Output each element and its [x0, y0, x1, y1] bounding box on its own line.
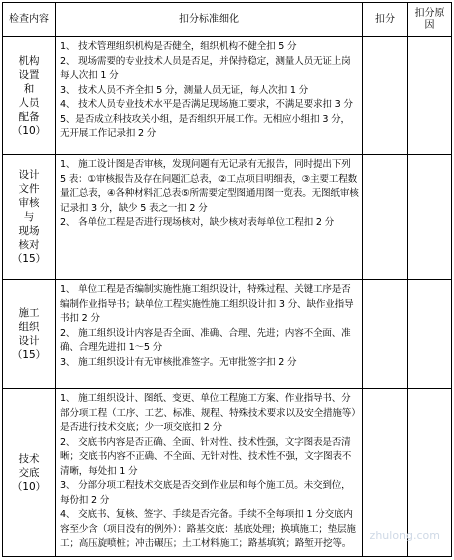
list-item: 2、 施工组织设计内容是否全面、准确、合理、先进；内容不全面、准确、合理先进扣 1～5 分	[60, 327, 351, 353]
list-item: 2、 各单位工程是否进行现场核对，缺少核对表每单位工程扣 2 分	[60, 217, 334, 228]
list-item: 2、 现场需要的专业技术人员是否足，并保持稳定，测量人员无证上岗每人次扣 1 分	[60, 55, 351, 81]
category-cell: 技术 交底 （10）	[3, 389, 56, 557]
list-item: 4、 技术人员专业技术水平是否满足现场施工要求，不满足要求扣 3 分	[60, 99, 353, 110]
header-standard: 扣分标准细化	[56, 3, 363, 37]
list-item: 1、 施工组织设计、图纸、变更、单位工程施工方案、作业指导书、分部分项工程（工序、工艺、标准、规程、特殊技术要求以及安全措施等）是否进行技术交底；少一项交底扣 2 分	[60, 393, 356, 433]
standard-cell	[56, 389, 363, 557]
list-item: 3、 施工组织设计有无审核批准签字。无审批签字扣 2 分	[60, 356, 297, 368]
reason-cell[interactable]	[408, 280, 452, 389]
list-item: 2、 交底书内容是否正确、全面、针对性、技术性强，文字图表是否清晰；交底书内容不正确、不全面、无针对性、技术性不强，文字图表不清晰，每处扣 1 分	[60, 436, 352, 477]
category-cell: 施工 组织 设计 （15）	[3, 280, 56, 389]
watermark-text: zhulong.com	[369, 529, 440, 542]
list-item: 1、 单位工程是否编制实施性施工组织设计，特殊过程、关键工序是否编制作业指导书；缺单位工程实施性施工组织设计扣 3 分、缺作业指导书扣 2 分	[60, 284, 354, 324]
header-reason: 扣分原因	[408, 3, 452, 37]
deduction-cell[interactable]	[363, 389, 408, 557]
table-row	[3, 155, 452, 280]
list-item: 3、 分部分项工程技术交底是否交到作业层和每个施工员。未交到位，每份扣 2 分	[60, 480, 351, 506]
table-row	[3, 389, 452, 557]
category-cell: 设计 文件 审核 与 现场 核对 （15）	[3, 155, 56, 280]
deduction-cell[interactable]	[363, 37, 408, 155]
score-label: （10）	[11, 124, 47, 137]
header-category: 检查内容	[3, 3, 56, 37]
table-row	[3, 280, 452, 389]
inspection-table	[2, 2, 452, 557]
list-item: 3、 技术人员不齐全扣 5 分，测量人员无证，每人次扣 1 分	[60, 84, 309, 96]
list-item: 5、是否成立科技攻关小组，是否组织开展工作。无相应小组扣 3 分，无开展工作记录扣 2 分	[60, 113, 350, 139]
header-deduction: 扣分	[363, 3, 408, 37]
score-label: （15）	[11, 253, 47, 265]
reason-cell[interactable]	[408, 37, 452, 155]
standard-cell	[56, 37, 363, 155]
list-item: 1、 技术管理组织机构是否健全，组织机构不健全扣 5 分	[60, 41, 297, 52]
reason-cell[interactable]	[408, 155, 452, 280]
table-row	[3, 37, 452, 155]
category-cell: 机构 设置 和 人员 配备 （10）	[3, 37, 56, 155]
standard-cell	[56, 280, 363, 389]
standard-cell	[56, 155, 363, 280]
score-label: （10）	[11, 480, 47, 493]
deduction-cell[interactable]	[363, 155, 408, 280]
reason-cell[interactable]	[408, 389, 452, 557]
score-label: （15）	[11, 349, 47, 361]
list-item: 4、 交底书、复核、签字、手续是否完备。手续不全每项扣 1 分交底内容至少含（项目没有的例外）：路基交底：基底处理；换填施工；垫层施工；高压旋喷桩；冲击碾压；土工材料施工；路基填筑；路堑开挖等。	[60, 509, 356, 549]
deduction-cell[interactable]	[363, 280, 408, 389]
table-header-row	[3, 3, 452, 37]
list-item: 1、 施工设计图是否审核，发现问题有无记录有无报告，同时提出下列 5 表：①审核报告及存在问题汇总表，②工点项目明细表，③主要工程数量汇总表，④各种材料汇总表⑤所需要定型图通用图一览表。无图纸审核记录扣 3 分，缺少 5 表之一扣 2 分	[60, 159, 359, 214]
